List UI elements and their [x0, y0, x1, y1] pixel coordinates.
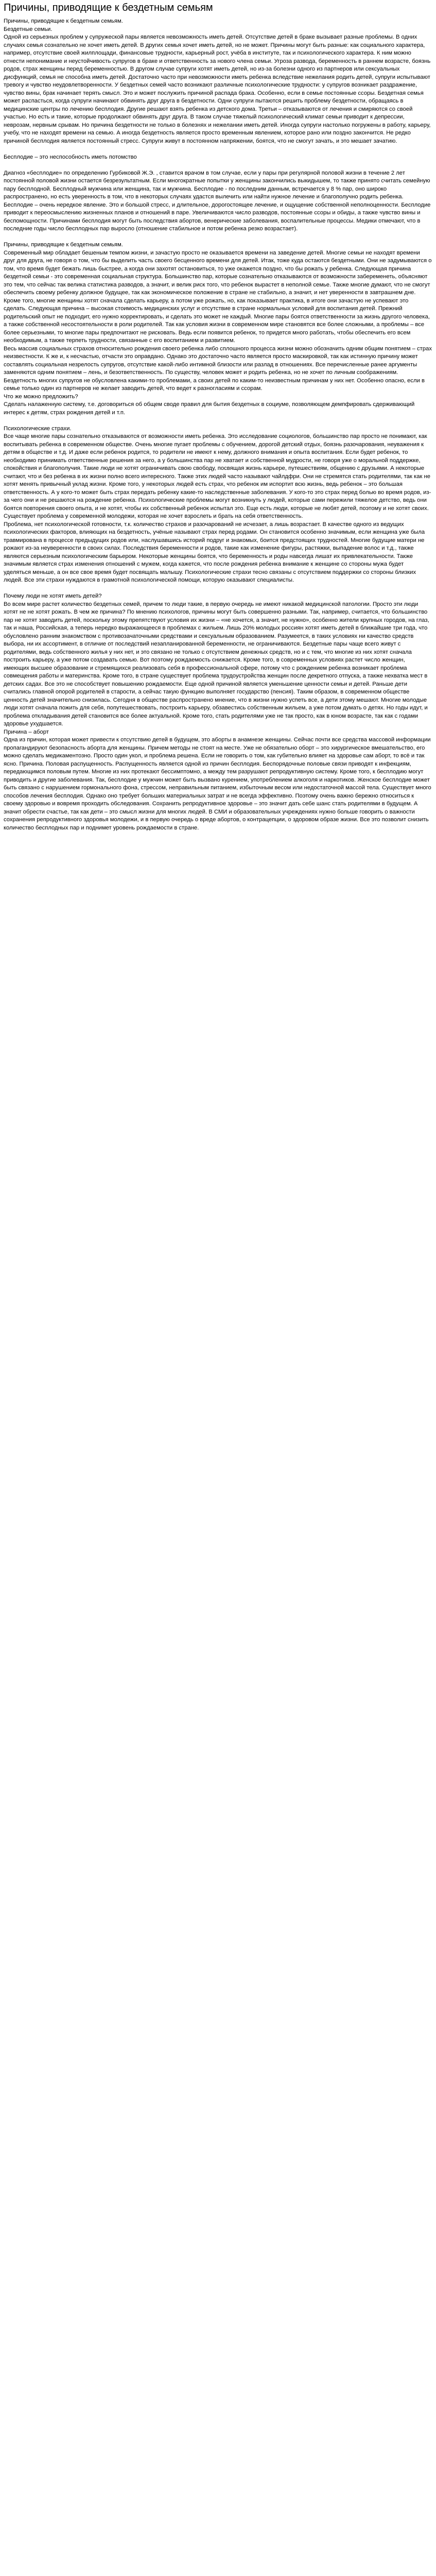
article-body: Причины, приводящие к бездетным семьям. Бездетные семьи. Одной из серьезных проблем у супружеской пары является невозможность иметь детей. Отсутствие детей в браке вызывает разные проблемы. В одних случаях семья сознательно не хочет иметь детей. В других семья хочет иметь детей, но не может. Причины могут быть разные: как социального характера, например, отсутствие своей жилплощади, финансовые трудности, карьерный рост, учёба в институте, так и психологического характера. К ним можно отнести непонимание и неустойчивость супругов в браке и ответственность за нового члена семьи. Угроза развода, беременность в раннем возрасте, боязнь родов, страх женщины перед беременностью. В другом случае супруги хотят иметь детей, но из-за болезни одного из партнеров или сексуальных дисфункций, семья не способна иметь детей. Достаточно часто при невозможности иметь ребенка вследствие нежелания родить детей, супруги испытывают тревогу и чувство неудовлетворенности. У бездетных семей часто возникают различные психологические трудности: у супругов возникает раздражение, чувство вины, брак начинает терять смысл. Это и может послужить причиной распада брака. Особенно, если в семье постоянные ссоры. Бездетная семья может распасться, когда супруги начинают обвинять друг друга в бездетности. Одни супруги пытаются решить проблему бездетности, обращаясь в медицинские центры по лечению бесплодия. Другие решают взять ребенка из детского дома. Третьи – отказываются от лечения и смиряются со своей участью. Но есть и такие, которые продолжают обвинять друг друга. В таком случае тяжелый психологический климат семьи приводит к депрессии, неврозам, нервным срывам. Но причина бездетности не только в болезнях и нежелании иметь детей. Иногда супруги настолько погружены в работу, карьеру, учебу, что не находят времени на семью. А иногда бездетность является просто временным явлением, которое рано или поздно закончится. Не редко причиной бесплодия является постоянный стресс. Супруги живут в постоянном напряжении, боятся, что не смогут зачать, и это мешает зачатию. Бесплодие – это неспособность иметь потомство Диагноз «бесплодие» по определению Гурбиковой Ж.Э. , ставится врачом в том случае, если у пары при регулярной половой жизни в течение 2 лет постоянной половой жизни остается безрезультатным. Если многократные попытки у женщины закончились выкидышем, то также принято считать семейную пару бесплодной. Бесплодный мужчина или женщина, так и мужчина. Бесплодие - по последним данным, встречается у 8 % пар, оно широко распространено, но есть уверенность в том, что в некоторых случаях удастся вылечить или найти нужное лечение и благополучно родить ребенка. Бесплодие – очень нередкое явление. Это и большой стресс, и длительное, дорогостоящее лечение, и ощущение собственной неполноценности. Бесплодие приводит к переосмыслению жизненных планов и отношений в паре. Увеличиваются число разводов, постоянные ссоры и обиды, а также чувство вины и беспомощности. Причинами бесплодия могут быть последствия абортов, венерические заболевания, воспалительные процессы. Медики отмечают, что в последние годы число бесплодных пар выросло (отношение стабильное и потом ребенка резко возрастает). Причины, приводящие к бездетным семьям. Современный мир обладает бешеным темпом жизни, и зачастую просто не оказывается времени на заведение детей. Многие семьи не находят времени друг для друга, не говоря о том, что бы выделить часть своего бесценного времени для детей. Итак, тоже куда остаются бездетными. Они не задумываются о том, что время будет бежать лишь быстрее, а когда они захотят остановиться, то уже окажется поздно, что бы рожать у ребенка. Следующая причина бездетной семьи - это современная социальная структура. Большинство пар, которые сознательно отказываются от возможности забеременеть, объясняют это тем, что сейчас так велика статистика разводов, а значит, и велик риск того, что ребенок вырастет в неполной семье. Также многие думают, что не смогут обеспечить своему ребенку должное будущее, так как экономическое положение в стране не стабильно, а значит, и нет уверенности в завтрашнем дне. Кроме того, многие женщины хотят сначала сделать карьеру, а потом уже рожать, но, как показывает практика, в итоге они зачастую не успевают это сделать. Следующая причина – высокая стоимость медицинских услуг и отсутствие в стране нормальных условий для воспитания детей. Прежний родительский опыт не подходит, его нужно корректировать, и сделать это может не каждый. Многие пары боятся ответственности за жизнь другого человека, а также собственной несостоятельности в роли родителей. Так как условия жизни в современном мире становятся все более сложными, а проблемы – все более серьезными, то многие пары предпочитают не рисковать. Ведь если появится ребенок, то придется много работать, чтобы обеспечить его всем необходимым, а также терпеть трудности, связанные с его воспитанием и развитием. Весь массив социальных страхов относительно рождения своего ребенка либо сплошного процесса жизни можно обозначить одним общим понятием – страх неизвестности. К же и, к несчастью, отчасти это оправдано. Однако это достаточно часто является просто маскировкой, так как истинную причину может составлять социальная незрелость супругов, отсутствие какой-либо интимной близости или разлад в отношениях. Все перечисленные ранее аргументы заменяются одним понятием – лень, и безответственность. По существу, человек может и родить ребенка, но не хочет по личным соображениям. Бездетность многих супругов не обусловлена какими-то проблемами, а своих детей по каким-то неизвестным причинам у них нет. Особенно опасно, если в семье только один из партнеров не желает заводить детей, что ведет к разногласиям и ссорам. Что же можно предложить? Сделать налаженную систему, т.е. договориться об общем своде правил для бытия бездетных в социуме, позволяющем демпфировать сдерживающий интерес к детям, страх рождения детей и т.п. Психологические страхи. Все чаще многие пары сознательно отказываются от возможности иметь ребенка. Это исследование социологов, большинство пар просто не понимают, как воспитывать ребенка в современном обществе. Очень многие пугает проблемы с обучением, дорогой детский отдых, боязнь разочарования, неуважения к детям в обществе и т.д. И даже если ребенок родится, то родители не имеют к нему, должного внимания и опыта воспитания. Если будет ребенок, то необходимо принимать ответственные решения за него, а у большинства пар не хватает и собственной мудрости, не говоря уже о моральной поддержке, спокойствия и благополучия. Такие люди не хотят ограничивать свою свободу, посвящая жизнь карьере, путешествиям, общению с друзьями. А некоторые считают, что и без ребенка в их жизни полно всего интересного. Также этих людей часто называют чайлдфри. Они не стремятся стать родителями, так как не хотят менять привычный уклад жизни. Кроме того, у некоторых людей есть страх, что ребенок им испортит всю жизнь, ведь ребенок – это большая ответственность. А у кого-то может быть страх передать ребенку какие-то наследственные заболевания. У кого-то это страх перед болью во время родов, из-за чего они и не решаются на рождение ребенка. Психологические проблемы могут возникнуть у людей, которые сами пережили тяжелое детство, ведь они боятся повторения своего опыта, и не хотят, чтобы их собственный ребенок испытал это. Еще есть люди, которые не любят детей, поэтому и не хотят своих. Существует проблема у современной молодежи, которая не хочет взрослеть и брать на себя ответственность. Проблема, нет психологической готовности, т.к. количество страхов и разочарований не исчезает, а лишь возрастает. В качестве одного из ведущих психологических факторов, влияющих на бездетность, учёные называют страх перед родами. Он становится особенно значимым, если женщина уже была травмирована в процессе предыдущих родов или, наслушавшись историй подруг и знакомых, боится предстоящих трудностей. Многие будущие матери не рожают из-за неуверенности в своих силах. Последствия беременности и родов, такие как изменение фигуры, растяжки, выпадение волос и т.д., также являются серьезным психологическим барьером. Некоторые женщины боятся, что беременность и роды навсегда лишат их привлекательности. Также значимым является страх изменения отношений с мужем, когда кажется, что после рождения ребенка внимание к женщине со стороны мужа будет уделяться меньше, а он все свое время будет посвящать малышу. Психологические страхи тесно связаны с отсутствием поддержки со стороны близких людей. Все эти страхи нуждаются в грамотной психологической помощи, которую оказывают специалисты. Почему люди не хотят иметь детей? Во всем мире растет количество бездетных семей, причем то люди такие, в первую очередь не имеют никакой медицинской патологии. Просто эти люди хотят не не хотят рожать. В чем же причина? По мнению психологов, причины могут быть совершенно разными. Так, например, считается, что большинство пар не хотят заводить детей, поскольку этому препятствуют условия их жизни – «не хочется, а значит, не нужно», особенно жители крупных городов, на глаз, так и наша, Российская, а теперь нередко выражающееся в проблемах с жильем. Лишь 20% молодых россиян хотят иметь детей в ближайшие три года, что обусловлено ранним знакомством с противозачаточными средствами и сексуальным образованием. Разумеется, в таких условиях ни качество средств выбора, ни их ассортимент, в отличие от последствий незапланированной беременности, не ограничиваются. Бездетные пары чаще всего живут с родителями, ведь собственного жилья у них нет, и это связано не только с отсутствием денежных средств, но и с тем, что многие из них хотят сначала построить карьеру, а уже потом создавать семью. Вот поэтому рождаемость снижается. Кроме того, в современных условиях растет число женщин, имеющих высшее образование и стремящихся реализовать себя в профессиональной сфере, потому что с рождением ребенка возникает проблема совмещения работы и материнства. Кроме того, в стране существует проблема трудоустройства женщин после декретного отпуска, а также нехватка мест в детских садах. Все это не способствует повышению рождаемости. Еще одной причиной является уменьшение ценности семьи и детей. Раньше дети считались главной опорой родителей в старости, а сейчас такую функцию выполняет государство (пенсия). Таким образом, в современном обществе ценность детей значительно снизилась. Сегодня в обществе распространено мнение, что в жизни нужно успеть все, а дети этому мешают. Многие молодые люди хотят сначала пожить для себя, попутешествовать, построить карьеру, обзавестись собственным жильем, а уже потом думать о детях. Но годы идут, и проблема откладывания детей становится все более актуальной. Кроме того, стать родителями уже не так просто, как в юном возрасте, так как с годами здоровье ухудшается. Причина – аборт Одна из причин, которая может привести к отсутствию детей в будущем, это аборты в анамнезе женщины. Сейчас почти все средства массовой информации пропагандируют безопасность аборта для женщины. Причем методы не стоят на месте. Уже не обязательно оборт – это хирургическое вмешательство, его можно сделать медикаментозно. Просто один укол, и проблема решена. Если не говорить о том, как губительно влияет на здоровье сам аборт, то всё и так ясно. Причина. Половая распущенность. Распущенность является одной из причин бесплодия. Беспорядочные половые связи приводят к инфекциям, передающимся половым путем. Многие из них протекают бессимптомно, а между тем разрушают репродуктивную систему. Кроме того, к бесплодию могут приводить и другие заболевания. Так, бесплодие у мужчин может быть вызвано курением, употреблением алкоголя и наркотиков. Женское бесплодие может быть связано с нарушением гормонального фона, стрессом, неправильным питанием, избыточным весом или недостаточной массой тела. Существует много способов лечения бесплодия. Однако оно требует больших материальных затрат и не всегда эффективно. Поэтому очень важно бережно относиться к своему здоровью и вовремя проходить обследования. Сохранить репродуктивное здоровье – это значит дать себе шанс стать родителями в будущем. А значит обрести счастье, так как дети – это смысл жизни для многих людей. В СМИ и образовательных учреждениях нужно больше говорить о важности сохранения репродуктивного здоровья молодежи, и в первую очередь о вреде абортов, о контрацепции, о здоровом образе жизни. Все это позволит снизить количество бесплодных пар и поднимет уровень рождаемости в стране.: [4, 18, 432, 831]
page-title: Причины, приводящие к бездетным семьям: [4, 2, 213, 13]
